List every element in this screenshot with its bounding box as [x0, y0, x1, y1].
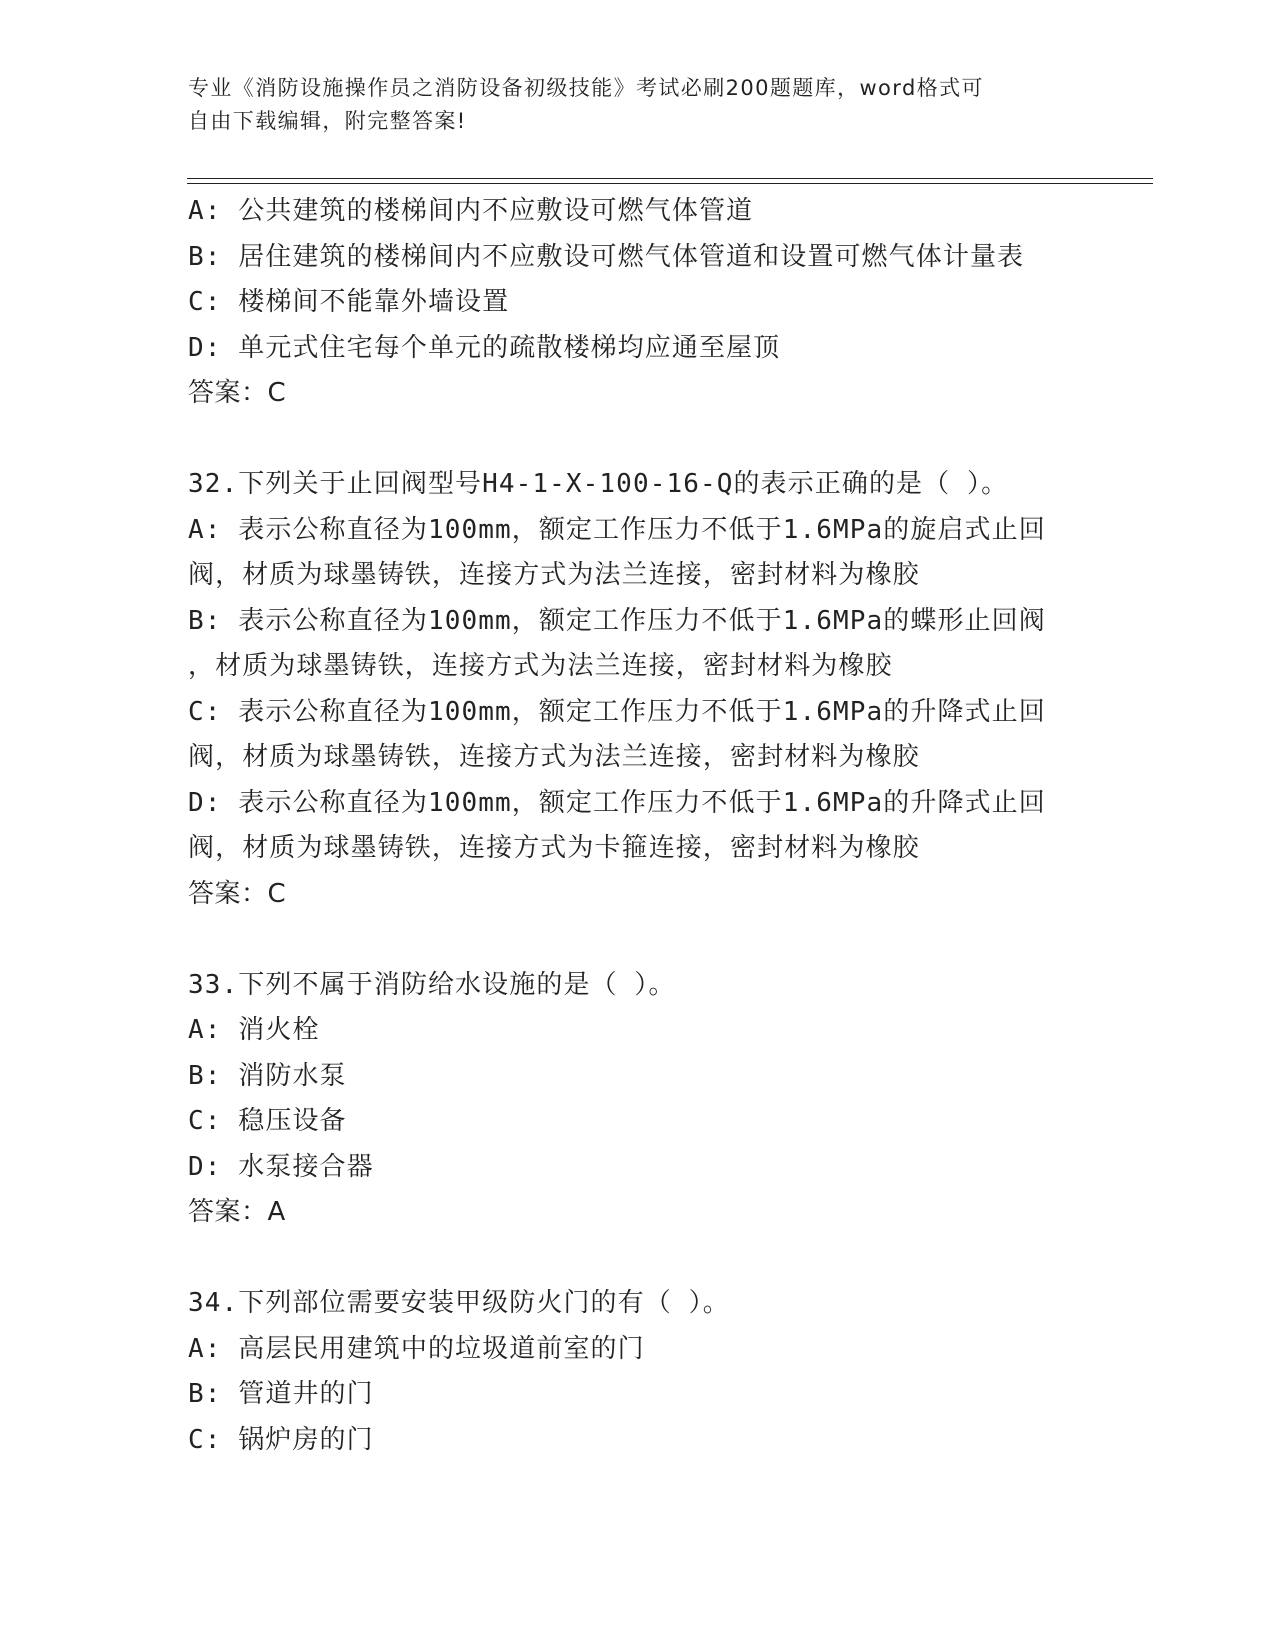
q31-option-b: B: 居住建筑的楼梯间内不应敷设可燃气体管道和设置可燃气体计量表	[188, 241, 1025, 272]
q33-option-a: A: 消火栓	[188, 1015, 320, 1045]
question-spacer	[188, 917, 1088, 963]
question-31-block	[188, 189, 1088, 417]
q32-answer: 答案：C	[188, 878, 287, 909]
q32-option-c-line-2: 阀，材质为球墨铸铁，连接方式为法兰连接，密封材料为橡胶	[188, 742, 920, 772]
q33-option-d: D: 水泵接合器	[188, 1151, 374, 1182]
q32-option-a-line-2: 阀，材质为球墨铸铁，连接方式为法兰连接，密封材料为橡胶	[188, 560, 920, 590]
q33-answer: 答案：A	[188, 1197, 286, 1227]
header-line-2: 自由下载编辑，附完整答案!	[188, 109, 467, 133]
q32-question: 32.下列关于止回阀型号H4-1-X-100-16-Q的表示正确的是（ ）。	[188, 469, 1009, 499]
document-body	[188, 189, 1088, 1463]
q32-option-d-line-1: D: 表示公称直径为100mm，额定工作压力不低于1.6MPa的升降式止回	[188, 787, 1046, 818]
question-32-block	[188, 462, 1088, 917]
q32-option-b-line-1: B: 表示公称直径为100mm，额定工作压力不低于1.6MPa的蝶形止回阀	[188, 605, 1046, 636]
q31-option-a: A: 公共建筑的楼梯间内不应敷设可燃气体管道	[188, 196, 754, 226]
document-header	[188, 72, 1088, 138]
q33-option-b: B: 消防水泵	[188, 1060, 347, 1091]
q34-option-a: A: 高层民用建筑中的垃圾道前室的门	[188, 1333, 645, 1364]
q32-option-d-line-2: 阀，材质为球墨铸铁，连接方式为卡箍连接，密封材料为橡胶	[188, 833, 920, 863]
question-spacer	[188, 417, 1088, 463]
header-divider-bottom	[187, 183, 1153, 184]
q31-option-d: D: 单元式住宅每个单元的疏散楼梯均应通至屋顶	[188, 332, 781, 363]
q31-option-c: C: 楼梯间不能靠外墙设置	[188, 287, 510, 317]
q32-option-c-line-1: C: 表示公称直径为100mm，额定工作压力不低于1.6MPa的升降式止回	[188, 696, 1046, 727]
q34-option-b: B: 管道井的门	[188, 1379, 374, 1409]
question-34-block	[188, 1281, 1088, 1463]
q34-question: 34.下列部位需要安装甲级防火门的有（ ）。	[188, 1288, 730, 1318]
header-divider-top	[187, 178, 1153, 179]
q32-option-a-line-1: A: 表示公称直径为100mm，额定工作压力不低于1.6MPa的旋启式止回	[188, 514, 1046, 545]
q32-option-b-line-2: ，材质为球墨铸铁，连接方式为法兰连接，密封材料为橡胶	[188, 651, 893, 681]
question-spacer	[188, 1236, 1088, 1282]
question-33-block	[188, 963, 1088, 1236]
q34-option-c: C: 锅炉房的门	[188, 1424, 374, 1455]
q33-option-c: C: 稳压设备	[188, 1106, 347, 1136]
q31-answer: 答案：C	[188, 378, 287, 408]
header-line-1: 专业《消防设施操作员之消防设备初级技能》考试必刷200题题库，word格式可	[188, 76, 984, 100]
q33-question: 33.下列不属于消防给水设施的是（ ）。	[188, 969, 676, 1000]
